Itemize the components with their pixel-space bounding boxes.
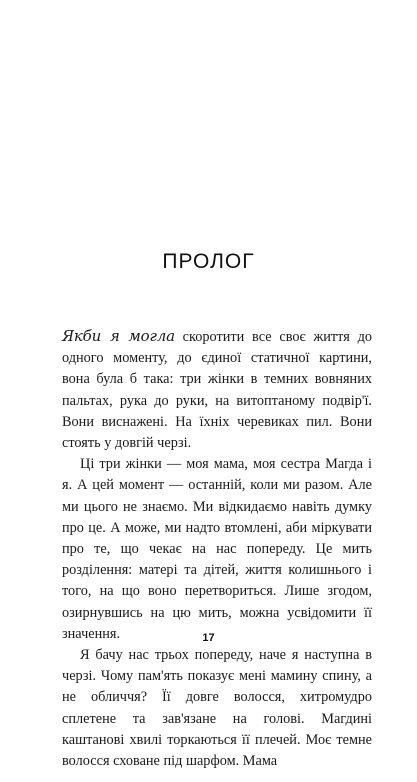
paragraph-1 (62, 326, 372, 454)
page-number: 17 (202, 632, 215, 644)
paragraph-lead-phrase: Якби я могла (62, 327, 175, 345)
paragraph-1-text: скоротити все своє життя до одного моменту, до єдиної статичної картини, вона була б така: три жінки в темних вовняних пальтах, рука до руки, на витоптаному подвір'ї. Вони виснажені. На їхніх черевиках пил. Вони стоять у довгій черзі. (62, 329, 372, 452)
paragraph-2: Ці три жінки — моя мама, моя сестра Магда і я. А цей момент — останній, коли ми разом. Але ми цього не знаємо. Ми відкидаємо навіть думку про це. А може, ми надто втомлені, аби міркувати про те, що чекає на нас попереду. Це мить розділення: матері та дітей, життя колишнього і того, на що воно перетвориться. Лише згодом, озирнувшись на цю мить, можна усвідомити її значення. (62, 456, 372, 642)
paragraph-3: Я бачу нас трьох попереду, наче я наступна в черзі. Чому пам'ять показує мені мамину спину, а не обличчя? Її довге волосся, хитромудро сплетене та зав'язане на голові. Магдині каштанові хвилі торкаються її плечей. Моє темне волосся сховане під шарфом. Мама (62, 647, 372, 770)
chapter-title: ПРОЛОГ (162, 250, 255, 273)
body-text (62, 326, 372, 772)
